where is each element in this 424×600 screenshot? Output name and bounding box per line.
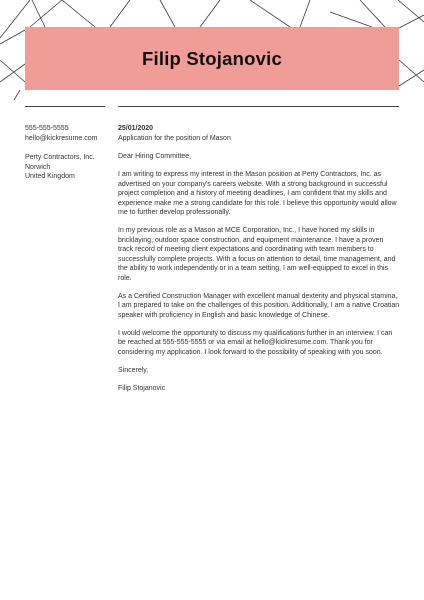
contact-email: hello@kickresume.com: [25, 134, 98, 142]
letter-paragraph: I am writing to express my interest in the Mason position at Perty Contractors, Inc. as advertised on your company's careers website. With a strong background in successful project completion and a history of meeting deadlines, I am confident that my skills and experience make me a strong candidate for this role. I believe this opportunity would allow me to further develop professionally.: [118, 171, 397, 216]
letter-greeting: Dear Hiring Committee,: [118, 153, 192, 160]
header-band: [25, 27, 399, 90]
letter-closing: Sincerely,: [118, 366, 149, 374]
letter-body: [118, 124, 400, 402]
recipient-country: United Kingdom: [25, 173, 75, 180]
applicant-name: Filip Stojanovic: [142, 47, 282, 69]
sidebar: [25, 124, 115, 192]
recipient-company: Perty Contractors, Inc.: [25, 154, 95, 161]
recipient-city: Norwich: [25, 163, 51, 171]
letter-paragraph: In my previous role as a Mason at MCE Corporation, Inc., I have honed my skills in bricklaying, outdoor space construction, and equipment maintenance. I have a proven track record of meeting client expectations and coordinating with team members to successfully complete projects. With a focus on attention to detail, time management, and the ability to work independently or in a team setting, I am well-equipped to excel in this role.: [118, 227, 396, 282]
letter-date: 25/01/2020: [118, 125, 154, 132]
sidebar-divider: [25, 106, 105, 107]
contact-phone: 555-555-5555: [25, 125, 69, 132]
contact-block: [25, 124, 115, 143]
letter-signature: Filip Stojanovic: [118, 384, 166, 392]
letter-paragraph: As a Certified Construction Manager with excellent manual dexterity and physical stamina, I am prepared to take on the challenges of this position. Additionally, I am a native Croatian speaker with proficiency in English and basic knowledge of Chinese.: [118, 292, 400, 319]
recipient-block: [25, 153, 115, 182]
letter-paragraph: I would welcome the opportunity to discuss my qualifications further in an interview. I can be reached at 555-555-5555 or via email at hello@kickresume.com. Thank you for considering my application. I look forward to the possibility of speaking with you soon.: [118, 329, 393, 356]
letter-subject: Application for the position of Mason: [118, 134, 231, 142]
letter-divider: [118, 106, 399, 107]
